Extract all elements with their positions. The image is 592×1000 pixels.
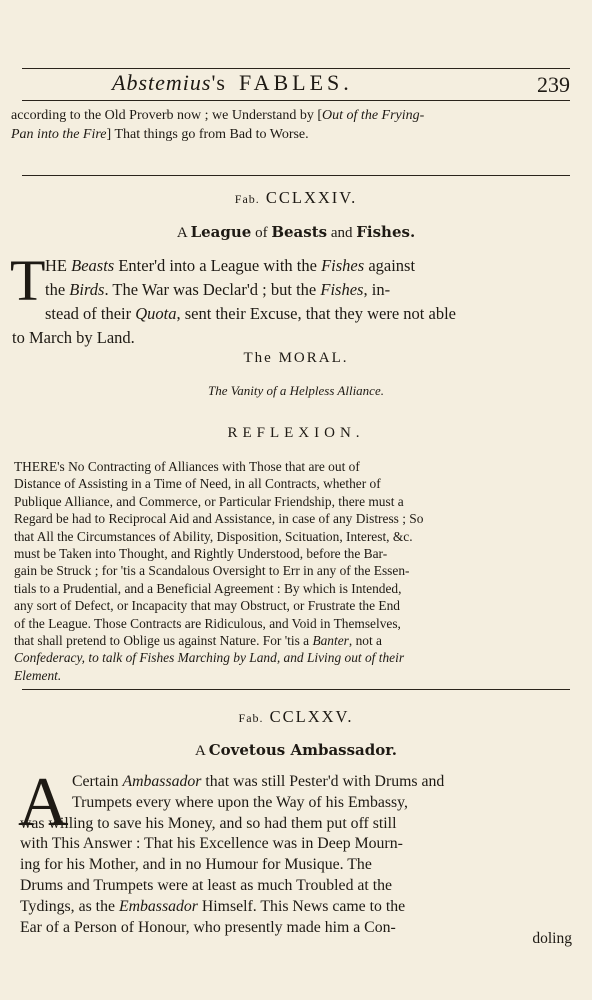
text-span-italic: Embassador (118, 897, 198, 915)
fable-number: CCLXXV. (269, 707, 354, 726)
reflexion-line: THERE's No Contracting of Alliances with Those that are out of (14, 459, 360, 474)
text-span: , in- (363, 280, 391, 299)
text-span: ] That things go from Bad to Worse. (106, 127, 309, 142)
text-span-italic: Birds (69, 280, 105, 299)
text-span-italic: Confederacy, to talk of Fishes Marching by Land, and Living out of their (14, 650, 405, 666)
text-span: according to the Old Proverb now ; we Understand by [ (11, 108, 323, 123)
continuation-line-2 (11, 125, 424, 144)
text-span: . The War was Declar'd ; but the (104, 280, 321, 299)
drop-cap-t: T (10, 248, 46, 313)
text-span-italic: Pan into the Fire (11, 127, 107, 142)
fable-1-line-4: to March by Land. (12, 328, 135, 347)
fable-2-line-4: with This Answer : That his Excellence was in Deep Mourn- (20, 835, 403, 853)
fable-1-line-3 (12, 302, 456, 326)
reflexion-heading: REFLEXION. (227, 425, 365, 441)
text-span: , not a (348, 633, 382, 649)
continuation-line-1 (11, 106, 424, 125)
fable-2-line-7 (20, 897, 444, 918)
text-span: Tydings, as the (20, 897, 119, 915)
reflexion-line: Distance of Assisting in a Time of Need, in all Contracts, whether of (14, 476, 381, 492)
fable-2-line-3: was willing to save his Money, and so had them put off still (20, 814, 397, 832)
header-title: FABLES. (238, 70, 353, 95)
header-author: Abstemius (112, 70, 212, 95)
reflexion-line: of the League. Those Contracts are Ridiculous, and Void in Themselves, (14, 615, 401, 631)
text-span: , sent their Excuse, that they were not able (176, 304, 457, 323)
moral-heading: The MORAL. (243, 350, 349, 366)
reflexion-line: tials to a Prudential, and a Beneficial Agreement : By which is Intended, (14, 580, 402, 596)
fable-1-title (0, 223, 592, 242)
fable-2-line-6: Drums and Trumpets were at least as much Troubled at the (20, 876, 393, 894)
reflexion-line: must be Taken into Thought, and Rightly Understood, before the Bar- (14, 546, 388, 562)
continuation-paragraph (11, 106, 424, 144)
section-divider-2 (22, 689, 570, 690)
text-span-italic: Fishes (321, 256, 365, 275)
text-span-italic: Ambassador (122, 773, 202, 790)
fab-label: Fab. (234, 192, 260, 206)
text-span-blackletter: Beasts (271, 223, 328, 241)
fable-2-line-1 (20, 772, 444, 793)
text-span-blackletter: Covetous Ambassador. (208, 741, 398, 759)
fable-1-heading (0, 188, 592, 208)
fable-1-line-1 (12, 254, 456, 278)
text-span: HE (45, 256, 72, 275)
text-span: of (251, 225, 272, 241)
fable-1-text (10, 248, 457, 350)
reflexion-line: Publique Alliance, and Commerce, or Particular Friendship, there must a (14, 493, 404, 509)
text-span: that shall pretend to Oblige us against Nature. For 'tis a (14, 633, 313, 649)
text-span: A (176, 225, 191, 241)
section-divider-1 (22, 175, 570, 176)
text-span-italic: Beasts (71, 256, 115, 275)
reflexion-line: any sort of Defect, or Incapacity that may Obstruct, or Frustrate the End (14, 598, 400, 614)
text-span: Enter'd into a League with the (114, 256, 322, 275)
running-head (112, 70, 353, 96)
reflexion-line (14, 667, 423, 684)
text-span: the (45, 280, 70, 299)
drop-cap-a: A (18, 764, 69, 841)
text-span: against (364, 256, 416, 275)
moral-text: The Vanity of a Helpless Alliance. (208, 383, 384, 398)
text-span: A (194, 743, 209, 759)
fable-number: CCLXXIV. (265, 188, 358, 207)
text-span: Certain (72, 773, 123, 790)
reflexion-line (14, 649, 423, 666)
text-span-blackletter: Fishes. (356, 223, 416, 241)
fable-2-heading (0, 707, 592, 727)
running-header (22, 66, 570, 100)
text-span-italic: Out of the Frying- (322, 108, 425, 123)
fable-2-text (20, 772, 444, 938)
header-bottom-rule (22, 100, 570, 101)
fab-label: Fab. (238, 711, 264, 725)
text-span-italic: Fishes (320, 280, 364, 299)
fable-2-line-5: ing for his Mother, and in no Humour for Musique. The (20, 856, 372, 874)
reflexion-line: gain be Struck ; for 'tis a Scandalous Oversight to Err in any of the Essen- (14, 563, 410, 579)
text-span-blackletter: League (190, 223, 252, 241)
reflexion-line (14, 632, 423, 649)
text-span: and (327, 225, 357, 241)
header-possessive: 's (211, 70, 226, 95)
fable-1-line-2 (12, 278, 456, 302)
text-span-italic: Element. (14, 667, 62, 683)
catchword: doling (532, 930, 572, 947)
reflexion-paragraph (14, 458, 423, 684)
fable-2-line-8: Ear of a Person of Honour, who presently made him a Con- (20, 918, 396, 936)
text-span-italic: Banter (312, 633, 349, 649)
text-span-italic: Quota (135, 304, 177, 323)
text-span: that was still Pester'd with Drums and (201, 773, 445, 790)
text-span: stead of their (45, 304, 136, 323)
reflexion-line: that All the Circumstances of Ability, Disposition, Scituation, Interest, &c. (14, 528, 413, 544)
fable-2-line-2: Trumpets every where upon the Way of his Embassy, (72, 793, 408, 811)
fable-2-title (0, 741, 592, 760)
reflexion-line: Regard be had to Reciprocal Aid and Assistance, in case of any Distress ; So (14, 511, 424, 527)
text-span: Himself. This News came to the (197, 897, 406, 915)
page-number: 239 (537, 72, 570, 97)
